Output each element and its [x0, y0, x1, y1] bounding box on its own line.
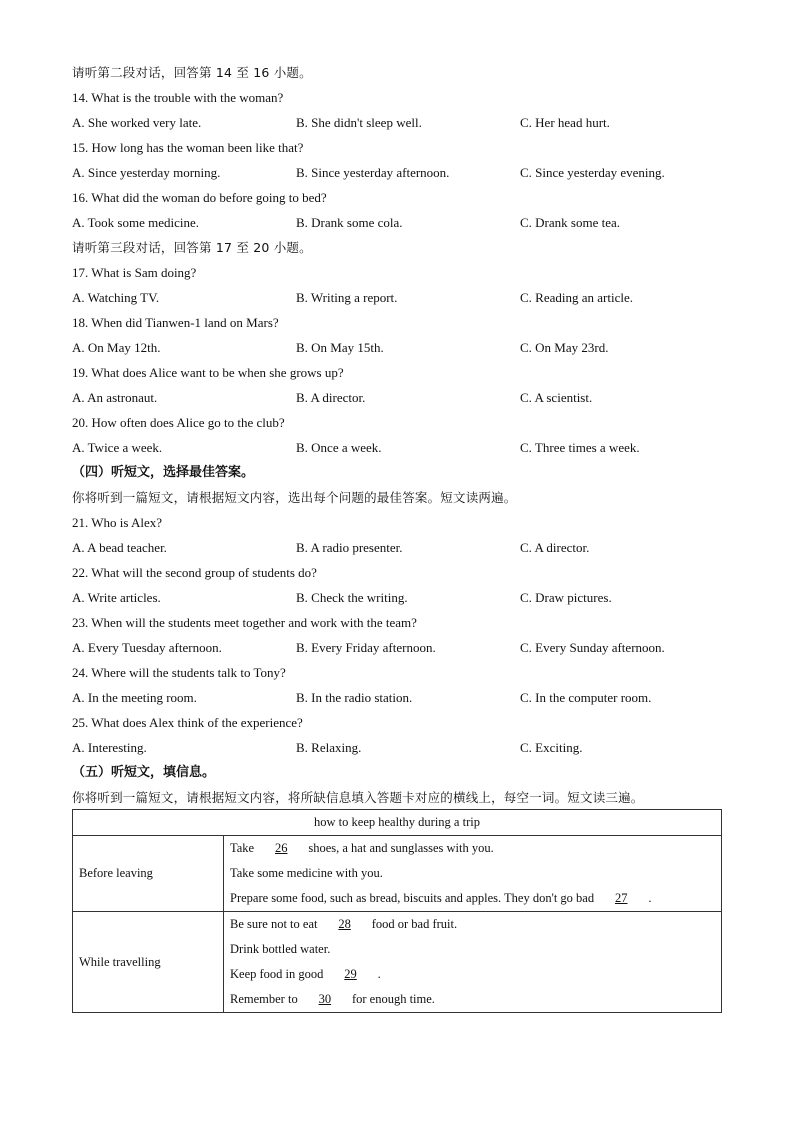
text: Prepare some food, such as bread, biscuits and apples. They don't go bad: [230, 891, 595, 905]
option-c: C. Draw pictures.: [520, 590, 612, 605]
option-c: C. In the computer room.: [520, 690, 652, 705]
option-b: B. Relaxing.: [296, 740, 362, 755]
options-14: [72, 110, 722, 135]
text: Keep food in good: [230, 967, 324, 981]
option-c: C. Exciting.: [520, 740, 583, 755]
option-b: B. Writing a report.: [296, 290, 398, 305]
question-23: 23. When will the students meet together and work with the team?: [72, 615, 417, 630]
option-c: C. Since yesterday evening.: [520, 165, 665, 180]
blank-30[interactable]: 30: [318, 992, 332, 1006]
while-line-4: [230, 987, 715, 1012]
option-b: B. In the radio station.: [296, 690, 413, 705]
table-header: how to keep healthy during a trip: [73, 810, 722, 836]
question-14: 14. What is the trouble with the woman?: [72, 90, 284, 105]
option-c: C. Drank some tea.: [520, 215, 621, 230]
text: .: [377, 967, 381, 981]
section-5-title: （五）听短文，填信息。: [72, 765, 216, 780]
options-24: [72, 685, 722, 710]
option-a: A. She worked very late.: [72, 115, 202, 130]
text: food or bad fruit.: [371, 917, 458, 931]
before-leaving-cell: [224, 836, 722, 912]
text: for enough time.: [351, 992, 435, 1006]
option-b: B. Every Friday afternoon.: [296, 640, 436, 655]
option-a: A. In the meeting room.: [72, 690, 197, 705]
option-b: B. Since yesterday afternoon.: [296, 165, 450, 180]
option-a: A. Interesting.: [72, 740, 147, 755]
options-22: [72, 585, 722, 610]
while-travelling-cell: [224, 912, 722, 1013]
option-a: A. Write articles.: [72, 590, 161, 605]
option-a: A. Since yesterday morning.: [72, 165, 221, 180]
option-c: C. Every Sunday afternoon.: [520, 640, 665, 655]
section-5-instruction: 你将听到一篇短文，请根据短文内容，将所缺信息填入答题卡对应的横线上，每空一词。短文读三遍。: [72, 790, 644, 805]
option-a: A. An astronaut.: [72, 390, 158, 405]
option-b: B. She didn't sleep well.: [296, 115, 422, 130]
options-15: [72, 160, 722, 185]
options-18: [72, 335, 722, 360]
option-a: A. Watching TV.: [72, 290, 160, 305]
option-c: C. Her head hurt.: [520, 115, 610, 130]
while-travelling-label: While travelling: [73, 912, 224, 1013]
section-4-title: （四）听短文，选择最佳答案。: [72, 465, 255, 480]
options-16: [72, 210, 722, 235]
before-line-2: Take some medicine with you.: [230, 866, 383, 880]
option-b: B. Drank some cola.: [296, 215, 403, 230]
option-a: A. On May 12th.: [72, 340, 161, 355]
blank-26[interactable]: 26: [274, 841, 288, 855]
question-18: 18. When did Tianwen-1 land on Mars?: [72, 315, 279, 330]
option-c: C. A scientist.: [520, 390, 593, 405]
option-c: C. A director.: [520, 540, 590, 555]
question-16: 16. What did the woman do before going to bed?: [72, 190, 327, 205]
options-19: [72, 385, 722, 410]
instruction-dialogue-2: 请听第二段对话，回答第 14 至 16 小题。: [72, 65, 312, 80]
option-b: B. A director.: [296, 390, 366, 405]
question-17: 17. What is Sam doing?: [72, 265, 197, 280]
instruction-dialogue-3: 请听第三段对话，回答第 17 至 20 小题。: [72, 240, 312, 255]
option-a: A. Twice a week.: [72, 440, 163, 455]
option-a: A. Took some medicine.: [72, 215, 200, 230]
before-line-1: [230, 836, 715, 861]
question-21: 21. Who is Alex?: [72, 515, 163, 530]
option-b: B. Once a week.: [296, 440, 382, 455]
option-b: B. Check the writing.: [296, 590, 408, 605]
question-19: 19. What does Alice want to be when she grows up?: [72, 365, 344, 380]
blank-29[interactable]: 29: [344, 967, 357, 981]
question-22: 22. What will the second group of students do?: [72, 565, 317, 580]
blank-27[interactable]: 27: [614, 891, 628, 905]
info-table: [72, 809, 722, 1013]
options-23: [72, 635, 722, 660]
options-17: [72, 285, 722, 310]
question-25: 25. What does Alex think of the experience?: [72, 715, 303, 730]
question-20: 20. How often does Alice go to the club?: [72, 415, 285, 430]
options-20: [72, 435, 722, 460]
option-a: A. A bead teacher.: [72, 540, 167, 555]
section-4-instruction: 你将听到一篇短文，请根据短文内容，选出每个问题的最佳答案。短文读两遍。: [72, 490, 517, 505]
before-leaving-label: Before leaving: [73, 836, 224, 912]
text: Take: [230, 841, 255, 855]
options-21: [72, 535, 722, 560]
exam-page: [72, 60, 722, 810]
question-15: 15. How long has the woman been like that?: [72, 140, 304, 155]
while-line-1: [230, 912, 715, 937]
option-c: C. Three times a week.: [520, 440, 640, 455]
option-b: B. On May 15th.: [296, 340, 384, 355]
option-b: B. A radio presenter.: [296, 540, 403, 555]
while-line-2: Drink bottled water.: [230, 942, 331, 956]
text: Be sure not to eat: [230, 917, 318, 931]
text: shoes, a hat and sunglasses with you.: [308, 841, 494, 855]
before-line-3: [230, 886, 715, 911]
while-line-3: [230, 962, 715, 987]
option-c: C. Reading an article.: [520, 290, 633, 305]
text: Remember to: [230, 992, 298, 1006]
option-c: C. On May 23rd.: [520, 340, 609, 355]
question-24: 24. Where will the students talk to Tony?: [72, 665, 286, 680]
option-a: A. Every Tuesday afternoon.: [72, 640, 222, 655]
blank-28[interactable]: 28: [338, 917, 351, 931]
text: .: [648, 891, 652, 905]
options-25: [72, 735, 722, 760]
